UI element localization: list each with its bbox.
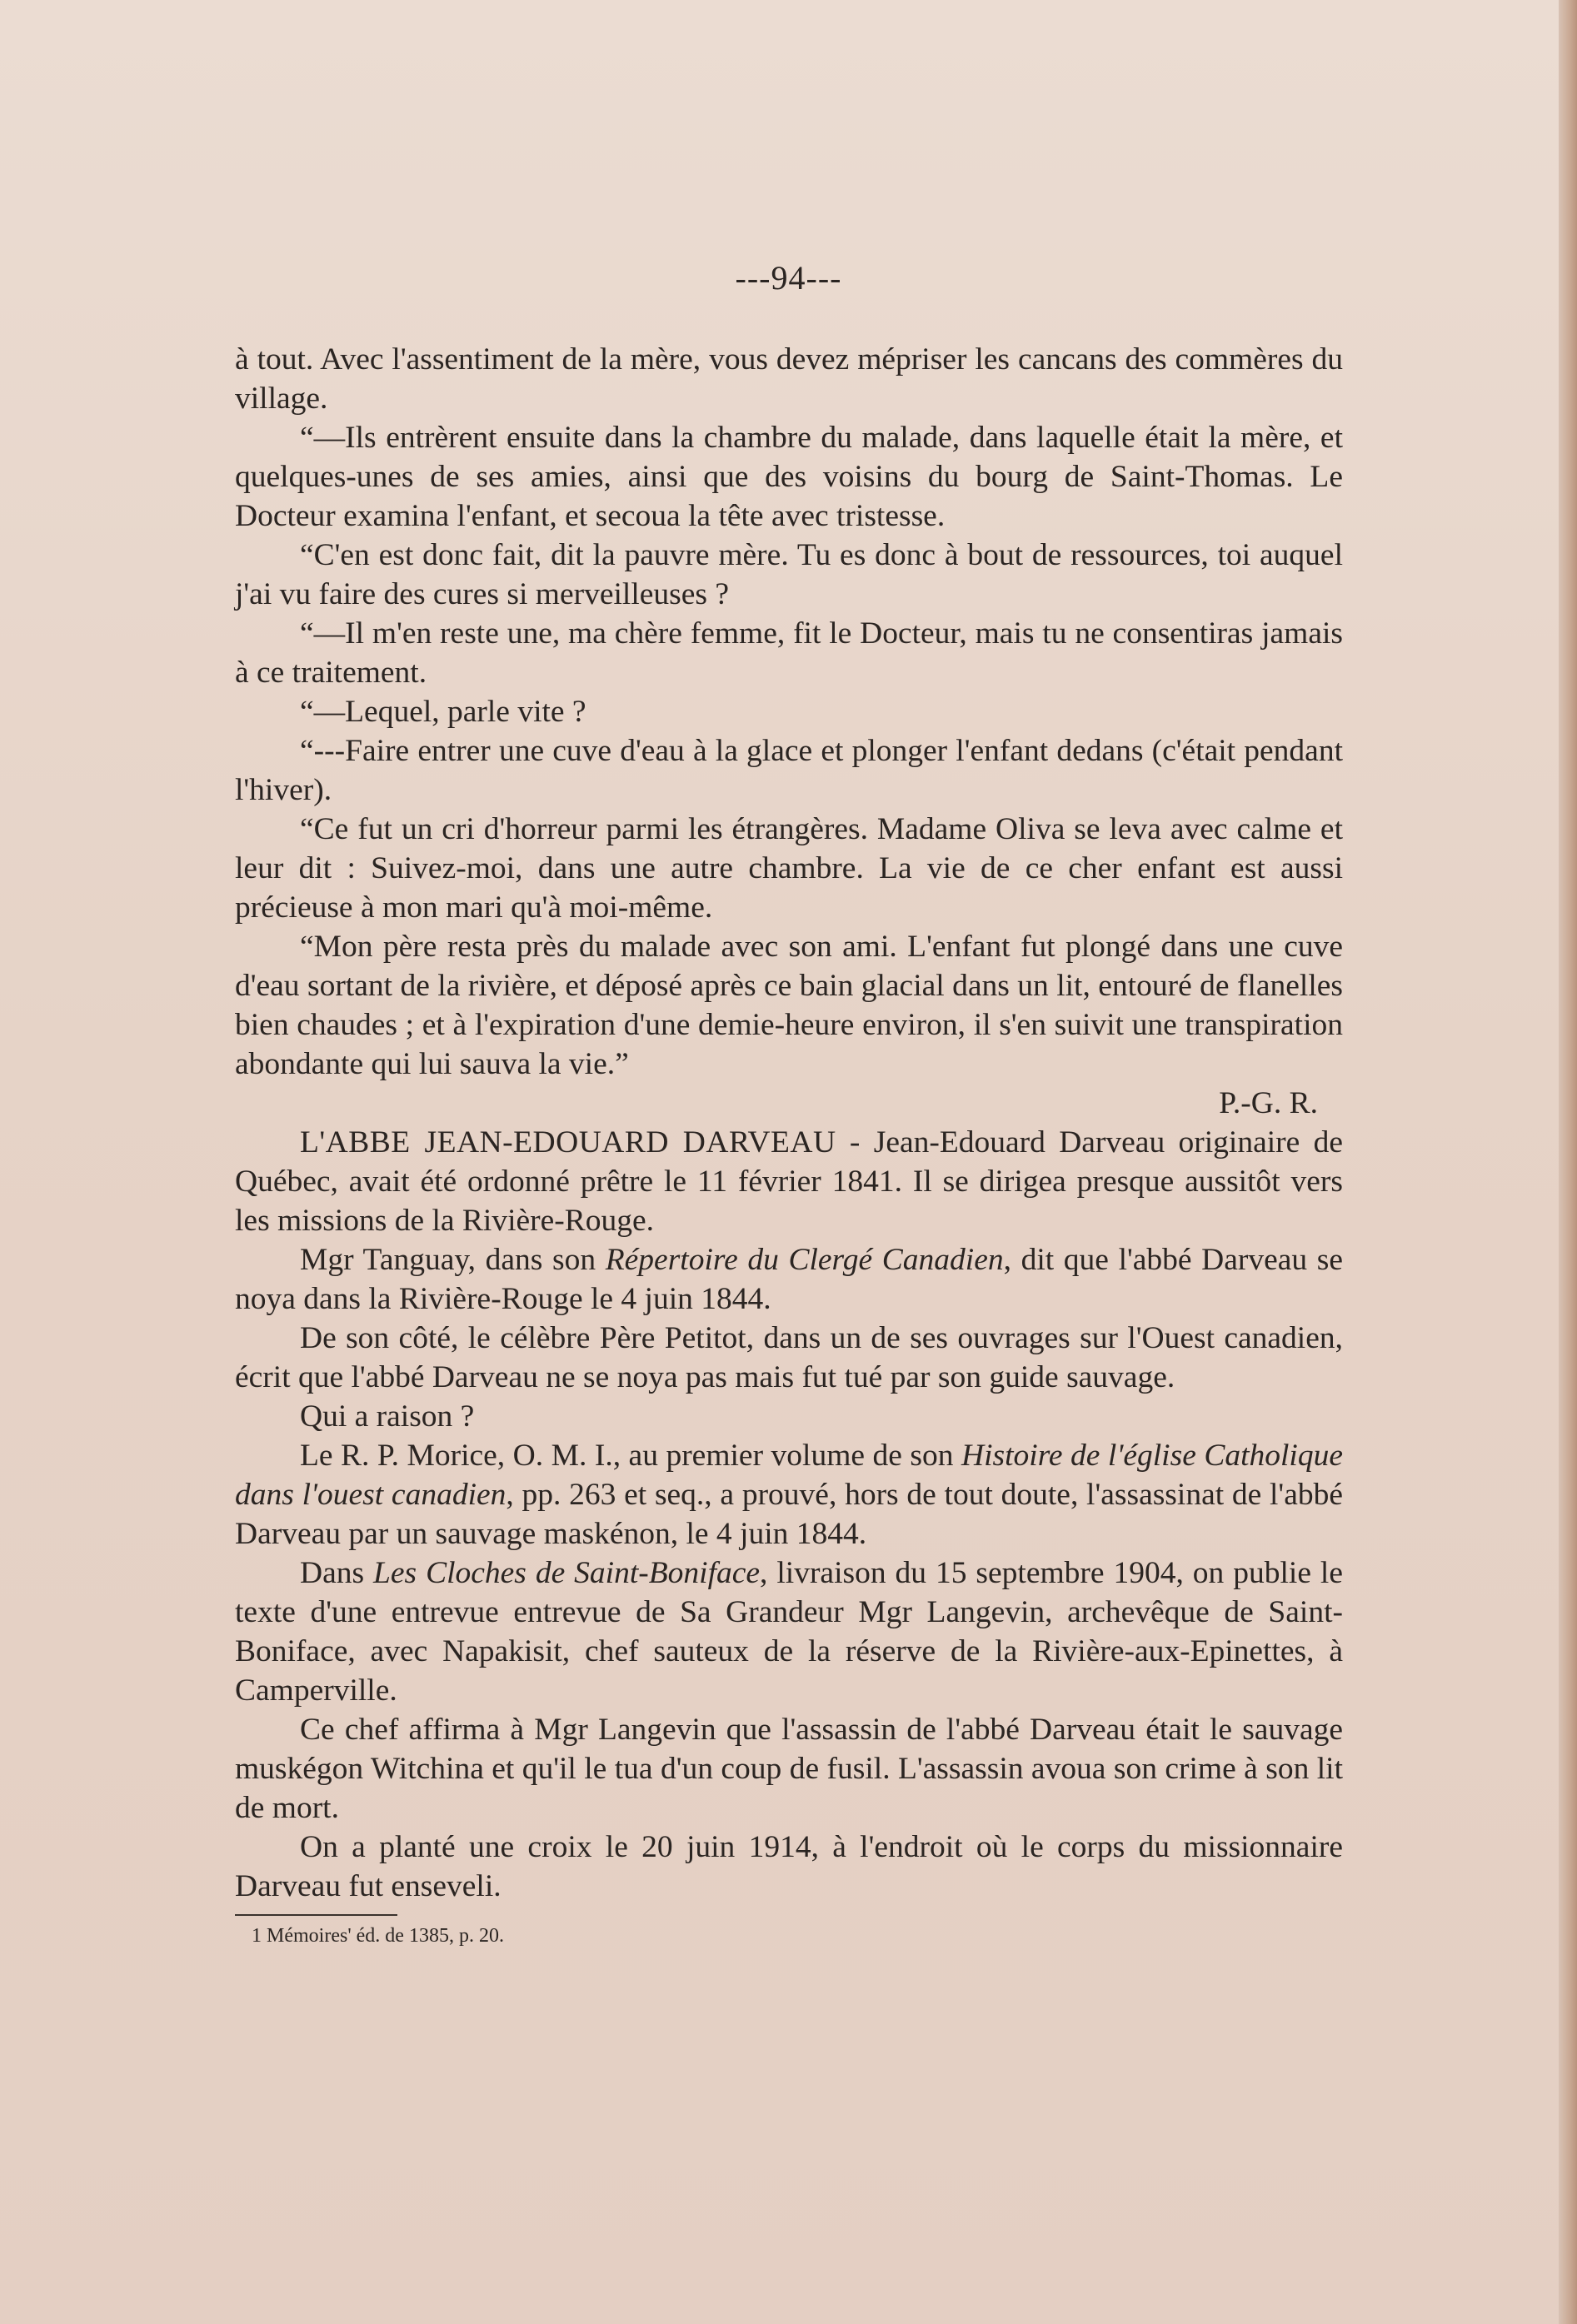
section-heading: L'ABBE JEAN-EDOUARD DARVEAU [300,1125,836,1160]
page-number: ---94--- [735,259,842,297]
paragraph: “—Lequel, parle vite ? [300,695,586,729]
footnote: 1 Mémoires' éd. de 1385, p. 20. [252,1925,504,1947]
section-paragraph-4: Qui a raison ? [300,1399,475,1434]
paragraph: à tout. Avec l'assentiment de la mère, vous devez mépriser les cancans des commères du village. [235,342,1343,416]
paragraph: “—Ils entrèrent ensuite dans la chambre du malade, dans laquelle était la mère, et quelques-unes de ses amies, ainsi que des voisins du bourg de Saint-Thomas. Le Docteur examina l'enfant, et secoua la tête avec tristesse. [235,421,1343,533]
section-paragraph-8: On a planté une croix le 20 juin 1914, à l'endroit où le corps du missionnaire Darveau fut enseveli. [235,1830,1343,1903]
paragraph: “C'en est donc fait, dit la pauvre mère. Tu es donc à bout de ressources, toi auquel j'ai vu faire des cures si merveilleuses ? [235,538,1343,611]
paragraph-list [235,340,1343,1084]
signature: P.-G. R. [1219,1086,1318,1120]
section-paragraph-6 [235,1553,1343,1710]
publication-title: Les Cloches de Saint-Boniface [373,1556,761,1590]
paragraph: “Ce fut un cri d'horreur parmi les étrangères. Madame Oliva se leva avec calme et leur dit : Suivez-moi, dans une autre chambre. La vie de ce cher enfant est aussi précieuse à mon mari qu'à moi-même. [235,812,1343,925]
text-run: , livraison du 15 septembre 1904, on publie le texte d'une entrevue entrevue de Sa Grandeur Mgr Langevin, archevêque de Saint-Boniface, avec Napakisit, chef sauteux de la réserve de la Rivière-aux-Epinettes, à Camperville. [235,1556,1343,1708]
paragraph: “Mon père resta près du malade avec son ami. L'enfant fut plongé dans une cuve d'eau sortant de la rivière, et déposé après ce bain glacial dans un lit, entouré de flanelles bien chaudes ; et à l'expiration d'une demie-heure environ, il s'en suivit une transpiration abondante qui lui sauva la vie.” [235,930,1343,1081]
body-text [235,340,1343,1949]
text-run: Le R. P. Morice, O. M. I., au premier volume de son [300,1439,962,1473]
text-run: Mgr Tanguay, dans son [300,1243,606,1277]
section-paragraph-7: Ce chef affirma à Mgr Langevin que l'assassin de l'abbé Darveau était le sauvage muskégon Witchina et qu'il le tua d'un coup de fusil. L'assassin avoua son crime à son lit de mort. [235,1713,1343,1825]
paragraph: “---Faire entrer une cuve d'eau à la glace et plonger l'enfant dedans (c'était pendant l'hiver). [235,734,1343,807]
text-run: Dans [300,1556,374,1590]
text-run: , dit que l'abbé Darveau se noya dans la Rivière-Rouge le 4 juin 1844. [235,1243,1344,1316]
section-paragraph-1-text: - Jean-Edouard Darveau originaire de Québec, avait été ordonné prêtre le 11 février 1841. Il se dirigea presque aussitôt vers les missions de la Rivière-Rouge. [235,1125,1343,1238]
section-paragraph-5 [235,1436,1343,1553]
book-title: Répertoire du Clergé Canadien [605,1243,1004,1277]
paragraph: “—Il m'en reste une, ma chère femme, fit le Docteur, mais tu ne consentiras jamais à ce traitement. [235,616,1343,690]
book-title: Histoire de l'église Catholique dans l'ouest canadien [235,1439,1343,1512]
text-run: , pp. 263 et seq., a prouvé, hors de tout doute, l'assassinat de l'abbé Darveau par un sauvage maskénon, le 4 juin 1844. [235,1478,1343,1551]
section-paragraph-2 [235,1240,1343,1319]
footnote-rule [235,1914,397,1916]
section-paragraph-3: De son côté, le célèbre Père Petitot, dans un de ses ouvrages sur l'Ouest canadien, écrit que l'abbé Darveau ne se noya pas mais fut tué par son guide sauvage. [235,1321,1343,1394]
page-edge [1559,0,1577,2324]
section-paragraph-1 [235,1123,1343,1240]
